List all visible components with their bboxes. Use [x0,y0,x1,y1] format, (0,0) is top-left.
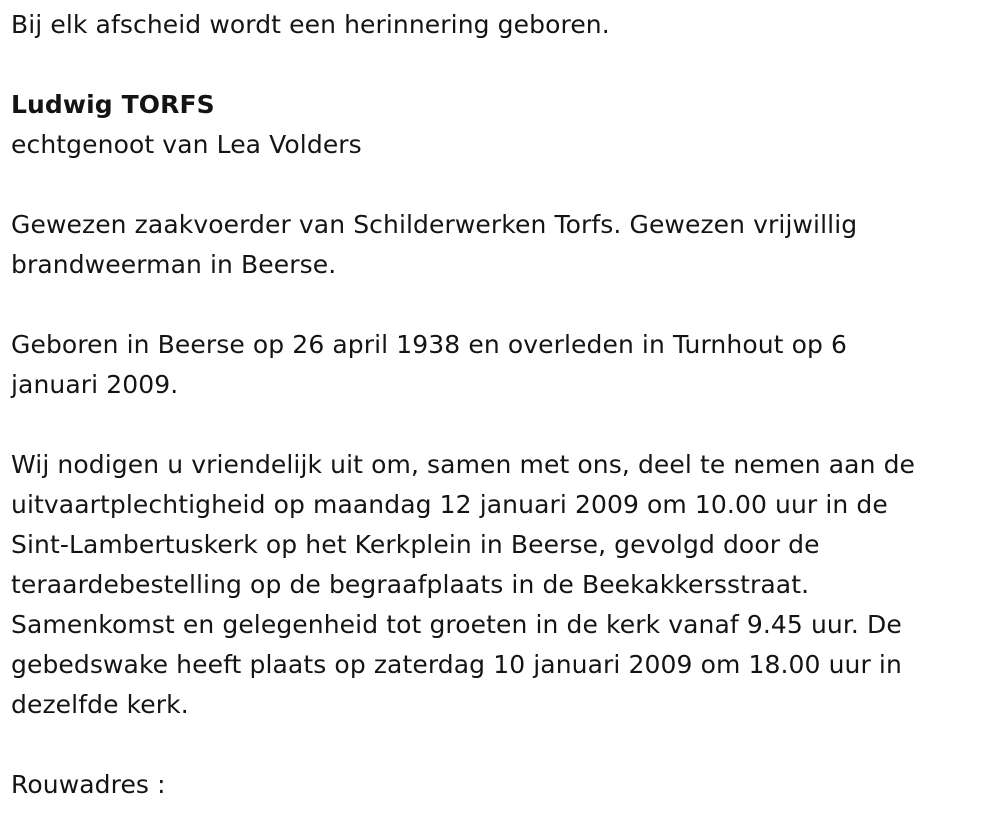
birth-death-paragraph [11,325,986,405]
intro-line: Bij elk afscheid wordt een herinnering geboren. [11,10,610,39]
text-line: Samenkomst en gelegenheid tot groeten in de kerk vanaf 9.45 uur. De [11,610,902,639]
text-line: teraardebestelling op de begraafplaats in de Beekakkersstraat. [11,570,810,599]
text-line: Geboren in Beerse op 26 april 1938 en overleden in Turnhout op 6 [11,330,848,359]
address-label: Rouwadres : [11,770,166,799]
text-line: Sint-Lambertuskerk op het Kerkplein in Beerse, gevolgd door de [11,530,820,559]
spacer [11,725,986,765]
obituary-document [11,5,986,805]
spacer [11,405,986,445]
spacer [11,285,986,325]
spouse-line: echtgenoot van Lea Volders [11,130,362,159]
invitation-paragraph [11,445,986,725]
text-line: uitvaartplechtigheid op maandag 12 januari 2009 om 10.00 uur in de [11,490,888,519]
text-line: Gewezen zaakvoerder van Schilderwerken Torfs. Gewezen vrijwillig [11,210,858,239]
text-line: brandweerman in Beerse. [11,250,337,279]
spacer [11,165,986,205]
text-line: januari 2009. [11,370,179,399]
text-line: Wij nodigen u vriendelijk uit om, samen met ons, deel te nemen aan de [11,450,916,479]
career-paragraph [11,205,986,285]
text-line: dezelfde kerk. [11,690,189,719]
text-line: gebedswake heeft plaats op zaterdag 10 januari 2009 om 18.00 uur in [11,650,902,679]
deceased-name: Ludwig TORFS [11,90,215,119]
spacer [11,45,986,85]
